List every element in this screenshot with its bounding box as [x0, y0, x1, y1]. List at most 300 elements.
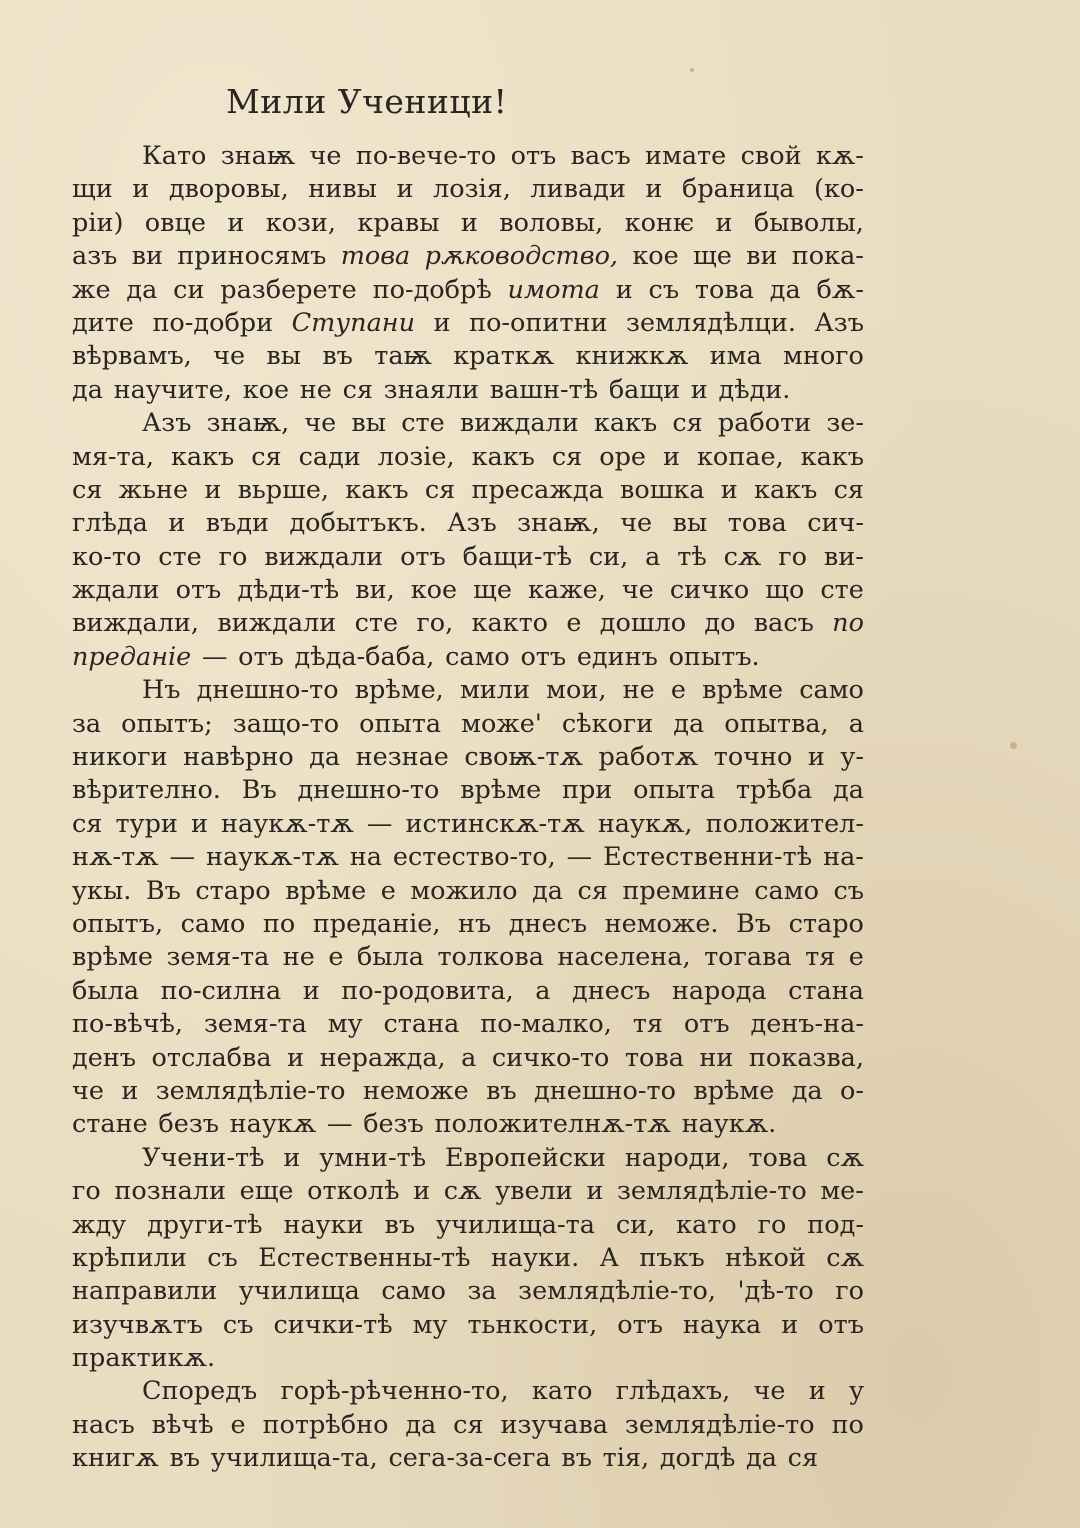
- word: това: [727, 508, 787, 539]
- word: и: [168, 508, 186, 539]
- text-line: [72, 674, 864, 707]
- word: вьрше,: [237, 474, 330, 505]
- word: Естественны-тѣ: [258, 1242, 471, 1273]
- word: щи: [72, 174, 113, 205]
- word: по-силна: [160, 975, 282, 1006]
- word: —: [169, 842, 196, 873]
- word: ся: [251, 441, 282, 472]
- word: да: [126, 274, 158, 305]
- word: науки.: [490, 1242, 580, 1273]
- word: какъ: [471, 441, 535, 472]
- word: сѫ: [826, 1142, 864, 1173]
- word: толкова: [437, 942, 544, 973]
- body-text: [72, 140, 864, 1476]
- word: книгѫ: [72, 1443, 159, 1474]
- word: за: [467, 1276, 497, 1307]
- word: имате: [645, 141, 727, 171]
- word: Като: [142, 141, 207, 171]
- word: че: [621, 575, 654, 606]
- word: ко-то: [72, 541, 142, 572]
- word: съ: [222, 1309, 254, 1340]
- word: земя-та: [166, 942, 270, 973]
- word: и: [615, 274, 633, 305]
- word: безъ: [158, 1109, 219, 1140]
- word: какъ: [593, 408, 658, 439]
- word: това: [694, 274, 754, 305]
- word: ся: [833, 474, 864, 505]
- word: и: [807, 742, 825, 773]
- word: мои,: [546, 675, 607, 706]
- word: ріи): [72, 207, 124, 238]
- word: рѫководство,: [424, 241, 619, 272]
- word: и: [283, 1142, 301, 1173]
- word: и: [433, 307, 451, 338]
- word: само: [445, 641, 510, 672]
- word: виждали: [264, 541, 384, 572]
- word: истинскѫ-тѫ: [405, 808, 585, 839]
- text-line: [72, 507, 864, 540]
- word: Въ: [241, 775, 277, 806]
- word: быволы,: [753, 207, 864, 238]
- text-line: [72, 1442, 864, 1475]
- word: зе-: [826, 408, 864, 439]
- word: насъ: [72, 1409, 135, 1440]
- text-line: [72, 741, 864, 774]
- text-line: [72, 1209, 864, 1242]
- word: каже,: [528, 575, 606, 606]
- word: е: [848, 942, 864, 973]
- word: наукѫ: [229, 1109, 317, 1140]
- word: по-вѣчѣ,: [72, 1009, 184, 1040]
- word: направили: [72, 1276, 218, 1307]
- word: Ступани: [291, 307, 416, 338]
- text-line: [72, 708, 864, 741]
- word: овце: [144, 207, 206, 238]
- word: кое: [632, 241, 679, 272]
- word: укы.: [72, 875, 132, 906]
- word: землядѣліе-то: [624, 1409, 815, 1440]
- word: въди: [205, 508, 270, 539]
- word: да: [532, 875, 563, 906]
- word: ви-: [823, 541, 864, 572]
- text-line: [72, 407, 864, 440]
- text-line: [72, 1142, 864, 1175]
- text-line: [72, 1309, 864, 1342]
- word: Въ: [736, 908, 772, 939]
- text-line: [72, 808, 864, 841]
- word: отъ: [818, 1309, 864, 1340]
- word: сади: [298, 441, 361, 472]
- word: сич-: [807, 508, 864, 539]
- word: наука: [682, 1309, 762, 1340]
- word: глѣдахъ,: [615, 1376, 731, 1407]
- word: днесъ: [508, 908, 588, 939]
- word: и: [132, 174, 150, 205]
- word: го: [778, 541, 807, 572]
- word: бащи: [608, 374, 681, 405]
- word: практикѫ.: [72, 1343, 216, 1374]
- word: вѣрително.: [72, 775, 221, 806]
- word: тогава: [704, 942, 792, 973]
- word: воловы,: [499, 207, 604, 238]
- word: отъ: [617, 1309, 663, 1340]
- text-line: [72, 641, 864, 674]
- word: училища-та: [436, 1209, 595, 1240]
- word: Азъ: [142, 408, 192, 439]
- word: землядѣліе-то: [617, 1176, 807, 1207]
- word: при: [561, 775, 613, 806]
- word: навѣрно: [183, 742, 294, 773]
- word: сичко: [669, 575, 750, 606]
- word: —: [366, 808, 393, 839]
- word: преданіе,: [312, 908, 441, 939]
- word: това: [748, 1142, 808, 1173]
- word: ся: [551, 441, 583, 472]
- word: и: [413, 1176, 431, 1207]
- word: знаяли: [383, 374, 480, 405]
- word: трѣба: [735, 775, 813, 806]
- word: тури: [115, 808, 178, 839]
- word: свой: [740, 141, 802, 171]
- word: и: [586, 1176, 604, 1207]
- word: може': [461, 708, 542, 739]
- word: по: [831, 1409, 864, 1440]
- word: у: [848, 1376, 864, 1407]
- word: що: [765, 575, 805, 606]
- word: вы: [672, 508, 708, 539]
- word: потрѣбно: [262, 1409, 389, 1440]
- word: отъ: [520, 641, 567, 672]
- word: опытъ;: [121, 708, 213, 739]
- word: дѣди-тѣ: [237, 575, 340, 606]
- word: отъ: [683, 1009, 730, 1040]
- word: и: [396, 174, 414, 205]
- word: да: [791, 1075, 823, 1106]
- word: отслабва: [151, 1042, 272, 1073]
- word: кѫ-: [815, 141, 864, 171]
- word: оре: [599, 441, 647, 472]
- word: тя: [632, 1009, 663, 1040]
- word: Европейски: [445, 1142, 606, 1173]
- word: васъ: [570, 141, 631, 171]
- word: както: [471, 608, 549, 639]
- word: пока-: [791, 241, 864, 272]
- word: Въ: [145, 875, 181, 906]
- word: а: [535, 975, 551, 1006]
- word: е: [230, 1409, 246, 1440]
- word: точно: [713, 742, 793, 773]
- word: а: [645, 541, 661, 572]
- word: дите: [72, 307, 134, 338]
- word: да: [309, 742, 341, 773]
- word: го: [757, 1209, 787, 1240]
- word: ся: [342, 374, 373, 405]
- word: дѣда-баба,: [294, 641, 435, 672]
- word: много: [782, 341, 864, 372]
- word: землядѣлци.: [626, 307, 796, 338]
- word: незнае: [355, 742, 449, 773]
- word: догдѣ: [659, 1443, 736, 1474]
- word: ви: [746, 241, 778, 272]
- word: знаѭ,: [206, 408, 290, 439]
- word: естество-то,: [392, 842, 556, 873]
- word: знаѭ,: [517, 508, 600, 539]
- word: вы: [266, 341, 302, 372]
- word: да: [746, 1443, 777, 1474]
- word: —: [566, 842, 593, 873]
- word: опытъ,: [72, 908, 164, 939]
- word: виждали: [217, 608, 337, 639]
- word: ся: [72, 808, 103, 839]
- word: по-добрѣ: [372, 274, 492, 305]
- word: въ: [322, 341, 353, 372]
- word: Учени-тѣ: [142, 1142, 265, 1173]
- paper-speck: [1010, 742, 1017, 749]
- word: че: [72, 1075, 104, 1106]
- word: само: [381, 1276, 446, 1307]
- text-line: [72, 140, 864, 173]
- word: днешно-то: [196, 675, 339, 706]
- word: е: [566, 608, 582, 639]
- word: по-малко,: [480, 1009, 612, 1040]
- word: по-опитни: [469, 307, 608, 338]
- word: изучава: [500, 1409, 608, 1440]
- word: показва,: [748, 1042, 864, 1073]
- word: и: [121, 1075, 139, 1106]
- text-line: [72, 875, 864, 908]
- word: единъ: [576, 641, 658, 672]
- word: кози,: [265, 207, 337, 238]
- word: народа: [671, 975, 767, 1006]
- word: на-: [823, 842, 864, 873]
- word: днесъ: [572, 975, 651, 1006]
- word: отъ: [238, 641, 284, 672]
- text-line: [72, 541, 864, 574]
- word: въ: [384, 1209, 416, 1240]
- word: ливади: [530, 174, 626, 205]
- word: по: [832, 608, 864, 639]
- word: дошло: [599, 608, 687, 639]
- word: бащи-тѣ: [462, 541, 572, 572]
- word: това: [624, 1042, 684, 1073]
- word: Естественни-тѣ: [603, 842, 813, 873]
- word: сега-за-сега: [388, 1443, 551, 1474]
- word: какъ: [345, 474, 409, 505]
- word: конѥ: [624, 207, 695, 238]
- word: неможе: [362, 1075, 469, 1106]
- word: сѫ: [723, 541, 762, 572]
- word: да: [72, 374, 103, 405]
- word: само: [180, 908, 246, 939]
- text-line: [72, 1175, 864, 1208]
- word: и: [715, 207, 733, 238]
- word: наукѫ-тѫ: [206, 842, 339, 873]
- word: опыта: [359, 708, 442, 739]
- word: вы: [351, 408, 387, 439]
- word: само: [754, 875, 819, 906]
- text-line: [72, 774, 864, 807]
- word: по-вече-то: [355, 141, 497, 171]
- word: —: [201, 641, 228, 672]
- text-line: [72, 441, 864, 474]
- word: мя-та,: [72, 441, 154, 472]
- word: неможе.: [604, 908, 719, 939]
- word: разберете: [220, 274, 357, 305]
- word: и: [645, 174, 663, 205]
- word: а: [848, 708, 864, 739]
- word: научите,: [113, 374, 232, 405]
- word: ще: [693, 241, 732, 272]
- word: премине: [622, 875, 740, 906]
- word: жду: [72, 1209, 127, 1240]
- word: кое: [242, 374, 290, 405]
- word: работи: [717, 408, 812, 439]
- word: го: [72, 1176, 101, 1207]
- word: под-: [807, 1209, 864, 1240]
- word: опытъ.: [668, 641, 760, 672]
- word: браница: [681, 174, 795, 205]
- word: имота: [507, 274, 600, 305]
- word: отколѣ: [307, 1176, 400, 1207]
- word: А: [599, 1242, 619, 1273]
- word: васъ: [753, 608, 814, 639]
- word: му: [412, 1309, 448, 1340]
- text-line: [72, 975, 864, 1008]
- word: го: [218, 541, 248, 572]
- word: не: [282, 942, 315, 973]
- text-line: [72, 374, 864, 407]
- word: никоги: [72, 742, 168, 773]
- word: вошка: [619, 474, 705, 505]
- word: пресажда: [471, 474, 604, 505]
- text-line: [72, 841, 864, 874]
- word: и: [781, 1309, 799, 1340]
- text-line: [72, 1409, 864, 1442]
- word: да: [405, 1409, 437, 1440]
- word: о-: [840, 1075, 864, 1106]
- word: врѣме: [460, 775, 542, 806]
- word: преданіе: [72, 641, 192, 672]
- word: добытъкъ.: [289, 508, 427, 539]
- word: Азъ: [814, 307, 864, 338]
- text-line: [72, 207, 864, 240]
- word: была: [356, 942, 424, 973]
- word: наукѫ-тѫ: [221, 808, 354, 839]
- word: го,: [416, 608, 454, 639]
- word: сте: [401, 408, 445, 439]
- text-line: [72, 173, 864, 206]
- word: вѣрвамъ,: [72, 341, 192, 372]
- word: че: [304, 408, 337, 439]
- word: не: [622, 675, 655, 706]
- word: врѣме: [693, 1075, 775, 1106]
- word: кравы: [357, 207, 440, 238]
- word: въ: [561, 1443, 592, 1474]
- word: лозіе,: [377, 441, 455, 472]
- word: сте: [820, 575, 864, 606]
- word: ся: [577, 875, 608, 906]
- word: нивы: [308, 174, 377, 205]
- word: умни-тѣ: [319, 1142, 427, 1173]
- word: бѫ-: [816, 274, 864, 305]
- word: съ: [648, 274, 680, 305]
- word: други-тѣ: [147, 1209, 263, 1240]
- text-line: [72, 1375, 864, 1408]
- word: му: [327, 1009, 363, 1040]
- word: Нъ: [142, 675, 181, 706]
- word: опыта: [633, 775, 716, 806]
- word: таѭ: [374, 341, 432, 372]
- word: отъ: [175, 575, 222, 606]
- word: тьнкости,: [467, 1309, 598, 1340]
- word: ме-: [820, 1176, 864, 1207]
- word: сички-тѣ: [273, 1309, 393, 1340]
- word: познали: [114, 1176, 226, 1207]
- word: и: [808, 1376, 826, 1407]
- word: да: [769, 274, 801, 305]
- word: въ: [169, 1443, 201, 1474]
- word: и: [460, 207, 478, 238]
- word: нъ: [457, 908, 492, 939]
- paper-speck: [690, 68, 694, 72]
- word: какъ: [754, 474, 818, 505]
- word: и: [690, 374, 708, 405]
- word: денъ-на-: [750, 1009, 864, 1040]
- word: земя-та: [203, 1009, 307, 1040]
- word: ви,: [355, 575, 395, 606]
- word: у-: [840, 742, 864, 773]
- word: нѫ-тѫ: [72, 842, 159, 873]
- word: е: [380, 875, 396, 906]
- word: виждали,: [72, 608, 200, 639]
- word: виждали: [459, 408, 579, 439]
- word: врѣме,: [354, 675, 444, 706]
- word: старо: [788, 908, 864, 939]
- word: тѣ: [677, 541, 707, 572]
- text-line: [72, 1242, 864, 1275]
- word: нѣкой: [725, 1242, 806, 1273]
- word: че: [753, 1376, 786, 1407]
- text-line: [72, 574, 864, 607]
- word: жьне: [118, 474, 189, 505]
- word: горѣ-рѣченно-то,: [280, 1376, 509, 1407]
- word: дѣди.: [718, 374, 791, 405]
- word: была: [72, 975, 140, 1006]
- word: като: [676, 1209, 737, 1240]
- word: приносямъ: [177, 241, 327, 272]
- text-line: [72, 607, 864, 640]
- word: нераждa,: [319, 1042, 446, 1073]
- word: сте: [354, 608, 399, 639]
- word: стана: [788, 975, 864, 1006]
- word: сѫ: [443, 1176, 482, 1207]
- word: положителнѫ-тѫ: [434, 1109, 671, 1140]
- word: до: [704, 608, 736, 639]
- word: ся: [453, 1409, 484, 1440]
- word: пъкъ: [639, 1242, 705, 1273]
- word: сте: [158, 541, 202, 572]
- text-line: [72, 1275, 864, 1308]
- word: а: [461, 1042, 477, 1073]
- word: училища: [238, 1276, 360, 1307]
- word: сѫ: [826, 1242, 864, 1273]
- word: за: [72, 708, 102, 739]
- word: краткѫ: [453, 341, 555, 372]
- word: безъ: [363, 1109, 424, 1140]
- word: да: [833, 775, 864, 806]
- word: какъ: [170, 441, 235, 472]
- word: можило: [410, 875, 518, 906]
